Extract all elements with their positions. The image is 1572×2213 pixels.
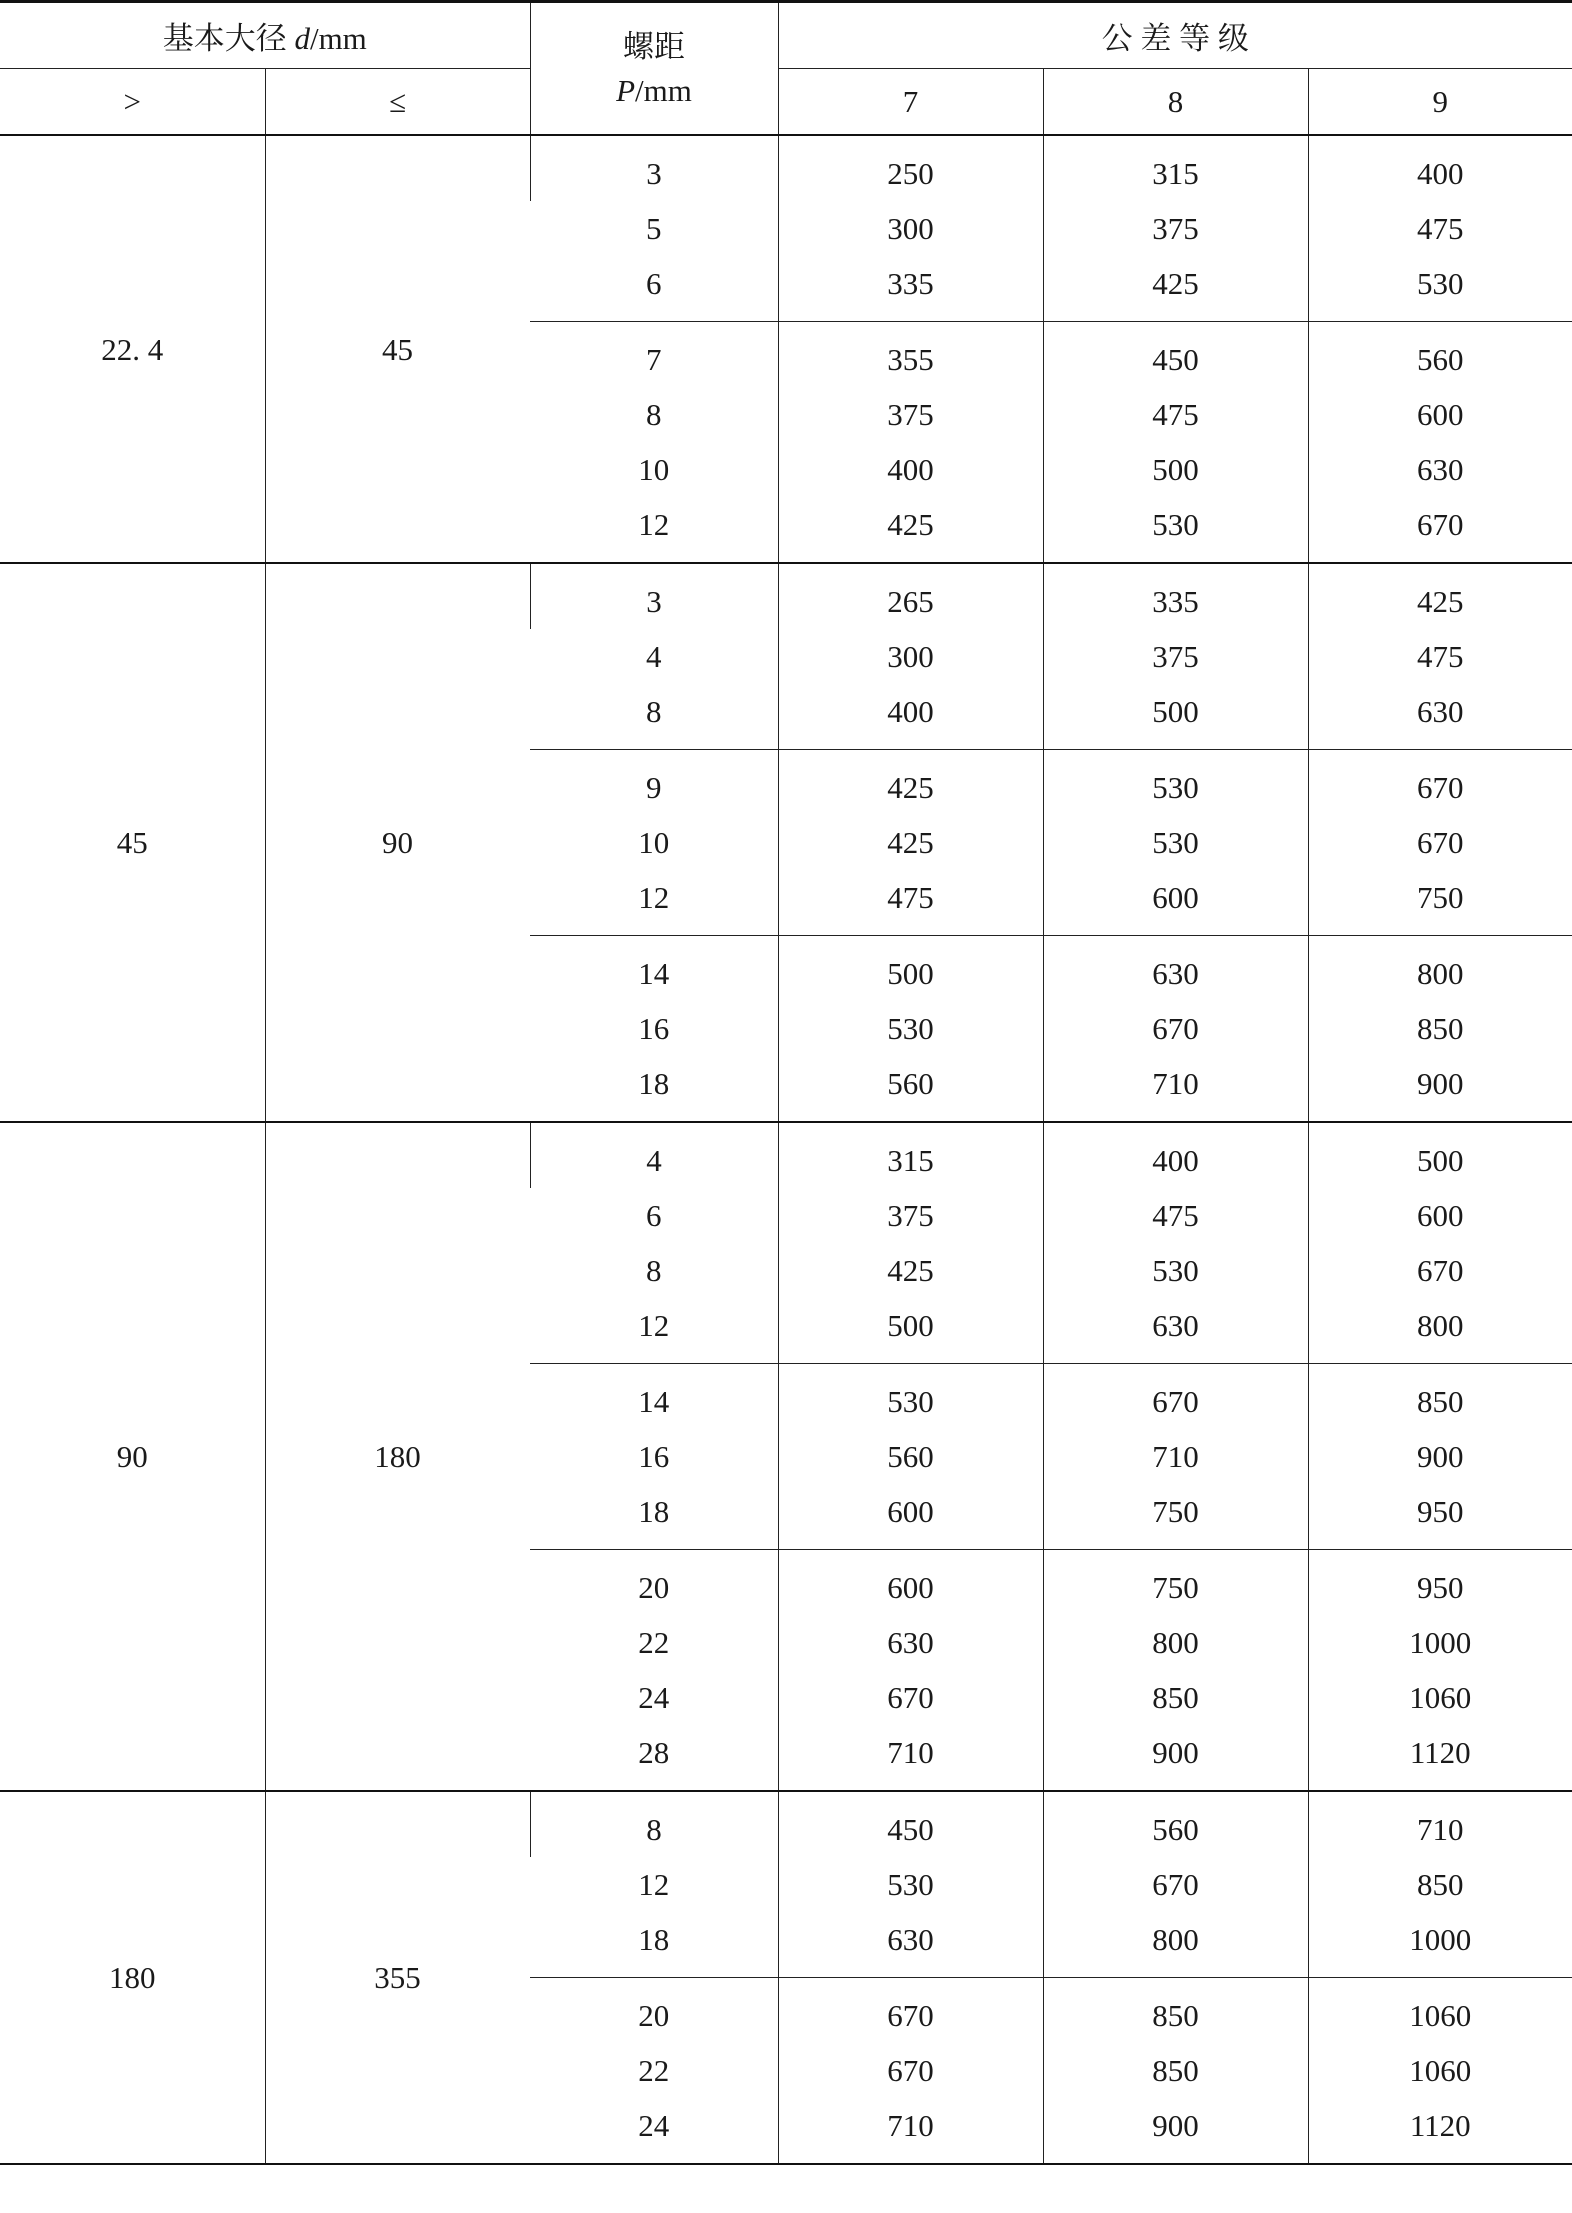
grade-7-header: 7 xyxy=(778,69,1043,136)
grade-9-cell: 670 xyxy=(1308,1243,1572,1298)
grade-8-cell: 530 xyxy=(1043,497,1308,563)
pitch-cell: 6 xyxy=(530,256,778,322)
pitch-cell: 18 xyxy=(530,1056,778,1122)
grade-7-cell: 710 xyxy=(778,2098,1043,2164)
grade-9-header: 9 xyxy=(1308,69,1572,136)
grade-9-cell: 800 xyxy=(1308,936,1572,1002)
pitch-cell: 12 xyxy=(530,497,778,563)
diameter-unit: /mm xyxy=(309,21,367,56)
table-header xyxy=(0,2,1572,136)
grade-label: 公 差 等 级 xyxy=(1101,21,1249,56)
grade-header xyxy=(778,2,1572,69)
grade-7-cell: 560 xyxy=(778,1429,1043,1484)
grade-8-cell: 670 xyxy=(1043,1364,1308,1430)
diameter-less-equal-cell: 180 xyxy=(265,1122,530,1791)
pitch-cell: 18 xyxy=(530,1484,778,1550)
grade-7-cell: 425 xyxy=(778,750,1043,816)
grade-7-cell: 425 xyxy=(778,497,1043,563)
grade-8-cell: 425 xyxy=(1043,256,1308,322)
pitch-cell: 12 xyxy=(530,870,778,936)
grade-9-cell: 800 xyxy=(1308,1298,1572,1364)
pitch-cell: 4 xyxy=(646,639,662,674)
grade-8-cell: 475 xyxy=(1043,1188,1308,1243)
grade-8-cell: 710 xyxy=(1043,1056,1308,1122)
pitch-cell: 8 xyxy=(530,1791,778,1857)
pitch-header xyxy=(530,2,778,136)
grade-9-cell: 600 xyxy=(1308,1188,1572,1243)
pitch-cell: 22 xyxy=(638,2053,670,2088)
grade-7-cell: 600 xyxy=(778,1484,1043,1550)
grade-9-cell: 1000 xyxy=(1308,1912,1572,1978)
grade-7-cell: 425 xyxy=(778,815,1043,870)
table-row xyxy=(0,1122,1572,1188)
grade-8-cell: 850 xyxy=(1043,2043,1308,2098)
grade-7-cell: 500 xyxy=(778,1298,1043,1364)
grade-8-cell: 315 xyxy=(1043,135,1308,201)
grade-7-cell: 530 xyxy=(778,1364,1043,1430)
grade-8-cell: 500 xyxy=(1043,442,1308,497)
pitch-cell: 3 xyxy=(530,135,778,201)
table-row xyxy=(0,135,1572,201)
grade-8-cell: 475 xyxy=(1043,387,1308,442)
grade-7-cell: 450 xyxy=(778,1791,1043,1857)
grade-8-cell: 630 xyxy=(1043,1298,1308,1364)
grade-8-cell: 600 xyxy=(1043,870,1308,936)
grade-9-cell: 1060 xyxy=(1308,1670,1572,1725)
grade-7-cell: 670 xyxy=(778,1978,1043,2044)
grade-9-cell: 1120 xyxy=(1308,1725,1572,1791)
grade-9-cell: 475 xyxy=(1308,201,1572,256)
grade-7-cell: 475 xyxy=(778,870,1043,936)
diameter-greater-cell: 45 xyxy=(0,563,265,1122)
grade-8-cell: 750 xyxy=(1043,1484,1308,1550)
grade-9-cell: 1120 xyxy=(1308,2098,1572,2164)
pitch-cell: 10 xyxy=(638,825,670,860)
grade-7-cell: 630 xyxy=(778,1615,1043,1670)
table-row xyxy=(0,563,1572,629)
grade-9-cell: 1060 xyxy=(1308,2043,1572,2098)
diameter-greater-cell: 22. 4 xyxy=(0,135,265,563)
diameter-var: d xyxy=(294,21,310,56)
grade-7-cell: 400 xyxy=(778,442,1043,497)
pitch-cell: 6 xyxy=(646,1198,662,1233)
pitch-var: P xyxy=(616,72,636,108)
grade-9-cell: 670 xyxy=(1308,750,1572,816)
grade-8-cell: 900 xyxy=(1043,1725,1308,1791)
grade-9-cell: 850 xyxy=(1308,1857,1572,1912)
pitch-cell: 16 xyxy=(638,1011,670,1046)
grade-9-cell: 560 xyxy=(1308,322,1572,388)
grade-9-cell: 1000 xyxy=(1308,1615,1572,1670)
pitch-cell: 14 xyxy=(638,956,670,991)
pitch-label: 螺距 xyxy=(623,28,685,64)
pitch-cell: 20 xyxy=(638,1998,670,2033)
diameter-greater-cell: 90 xyxy=(0,1122,265,1791)
grade-7-cell: 400 xyxy=(778,684,1043,750)
grade-7-cell: 530 xyxy=(778,1857,1043,1912)
diameter-less-equal-cell: 355 xyxy=(265,1791,530,2164)
grade-7-cell: 315 xyxy=(778,1122,1043,1188)
grade-8-cell: 500 xyxy=(1043,684,1308,750)
grade-8-cell: 850 xyxy=(1043,1670,1308,1725)
grade-9-cell: 1060 xyxy=(1308,1978,1572,2044)
diameter-less-equal-cell: 45 xyxy=(265,135,530,563)
grade-7-cell: 355 xyxy=(778,322,1043,388)
pitch-cell: 22 xyxy=(638,1625,670,1660)
grade-8-cell: 670 xyxy=(1043,1001,1308,1056)
pitch-cell: 8 xyxy=(530,684,778,750)
grade-8-cell: 560 xyxy=(1043,1791,1308,1857)
grade-8-cell: 900 xyxy=(1043,2098,1308,2164)
grade-8-cell: 670 xyxy=(1043,1857,1308,1912)
grade-9-cell: 530 xyxy=(1308,256,1572,322)
grade-9-cell: 500 xyxy=(1308,1122,1572,1188)
diameter-less-equal-cell: 90 xyxy=(265,563,530,1122)
grade-8-cell: 450 xyxy=(1043,322,1308,388)
grade-7-cell: 375 xyxy=(778,1188,1043,1243)
grade-8-cell: 710 xyxy=(1043,1429,1308,1484)
pitch-cell: 9 xyxy=(646,770,662,805)
grade-8-cell: 375 xyxy=(1043,201,1308,256)
grade-9-cell: 850 xyxy=(1308,1001,1572,1056)
grade-9-cell: 600 xyxy=(1308,387,1572,442)
grade-7-cell: 300 xyxy=(778,201,1043,256)
pitch-cell: 20 xyxy=(638,1570,670,1605)
grade-7-cell: 335 xyxy=(778,256,1043,322)
grade-7-cell: 250 xyxy=(778,135,1043,201)
pitch-cell: 7 xyxy=(646,342,662,377)
grade-7-cell: 560 xyxy=(778,1056,1043,1122)
pitch-cell: 14 xyxy=(638,1384,670,1419)
pitch-cell: 12 xyxy=(638,1867,670,1902)
grade-7-cell: 265 xyxy=(778,563,1043,629)
grade-9-cell: 630 xyxy=(1308,442,1572,497)
grade-9-cell: 950 xyxy=(1308,1484,1572,1550)
pitch-cell: 8 xyxy=(646,397,662,432)
grade-8-cell: 800 xyxy=(1043,1615,1308,1670)
pitch-cell: 28 xyxy=(530,1725,778,1791)
grade-8-cell: 530 xyxy=(1043,1243,1308,1298)
pitch-cell: 4 xyxy=(530,1122,778,1188)
grade-7-cell: 710 xyxy=(778,1725,1043,1791)
grade-7-cell: 670 xyxy=(778,2043,1043,2098)
grade-9-cell: 750 xyxy=(1308,870,1572,936)
grade-9-cell: 950 xyxy=(1308,1550,1572,1616)
table-body xyxy=(0,135,1572,2164)
grade-9-cell: 400 xyxy=(1308,135,1572,201)
grade-8-cell: 630 xyxy=(1043,936,1308,1002)
grade-9-cell: 670 xyxy=(1308,497,1572,563)
grade-7-cell: 500 xyxy=(778,936,1043,1002)
pitch-cell: 12 xyxy=(530,1298,778,1364)
grade-8-cell: 400 xyxy=(1043,1122,1308,1188)
grade-8-cell: 375 xyxy=(1043,629,1308,684)
grade-9-cell: 475 xyxy=(1308,629,1572,684)
grade-7-cell: 425 xyxy=(778,1243,1043,1298)
grade-8-header: 8 xyxy=(1043,69,1308,136)
pitch-unit: /mm xyxy=(635,72,692,108)
pitch-cell: 24 xyxy=(530,2098,778,2164)
grade-8-cell: 335 xyxy=(1043,563,1308,629)
grade-8-cell: 750 xyxy=(1043,1550,1308,1616)
pitch-cell: 24 xyxy=(638,1680,670,1715)
grade-8-cell: 530 xyxy=(1043,750,1308,816)
pitch-cell: 3 xyxy=(530,563,778,629)
less-equal-header: ≤ xyxy=(265,69,530,136)
grade-9-cell: 425 xyxy=(1308,563,1572,629)
pitch-cell: 10 xyxy=(638,452,670,487)
grade-8-cell: 800 xyxy=(1043,1912,1308,1978)
diameter-greater-cell: 180 xyxy=(0,1791,265,2164)
pitch-cell: 5 xyxy=(646,211,662,246)
grade-7-cell: 600 xyxy=(778,1550,1043,1616)
grade-8-cell: 850 xyxy=(1043,1978,1308,2044)
grade-7-cell: 670 xyxy=(778,1670,1043,1725)
pitch-cell: 18 xyxy=(530,1912,778,1978)
table-row xyxy=(0,1791,1572,1857)
grade-7-cell: 375 xyxy=(778,387,1043,442)
grade-9-cell: 670 xyxy=(1308,815,1572,870)
diameter-label: 基本大径 xyxy=(162,21,287,56)
greater-header: > xyxy=(0,69,265,136)
grade-9-cell: 900 xyxy=(1308,1056,1572,1122)
grade-7-cell: 630 xyxy=(778,1912,1043,1978)
grade-9-cell: 710 xyxy=(1308,1791,1572,1857)
pitch-cell: 16 xyxy=(638,1439,670,1474)
grade-7-cell: 530 xyxy=(778,1001,1043,1056)
grade-9-cell: 630 xyxy=(1308,684,1572,750)
grade-9-cell: 900 xyxy=(1308,1429,1572,1484)
grade-9-cell: 850 xyxy=(1308,1364,1572,1430)
pitch-cell: 8 xyxy=(646,1253,662,1288)
grade-7-cell: 300 xyxy=(778,629,1043,684)
grade-8-cell: 530 xyxy=(1043,815,1308,870)
diameter-header xyxy=(0,2,530,69)
